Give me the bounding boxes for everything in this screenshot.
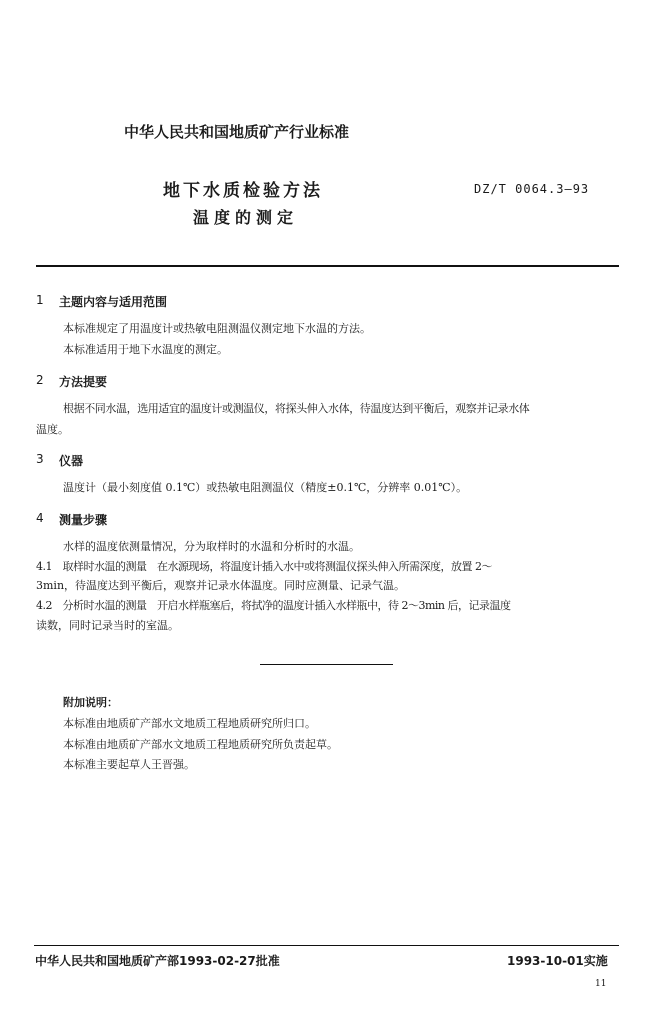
paragraph-line: 4.2 分析时水温的测量 开启水样瓶塞后，将拭净的温度计插入水样瓶中，待 2～3min 后，记录温度 xyxy=(36,599,511,612)
page-number: 11 xyxy=(595,979,607,989)
paragraph-line: 本标准适用于地下水温度的测定。 xyxy=(63,343,228,356)
appendix-line: 本标准由地质矿产部水文地质工程地质研究所归口。 xyxy=(63,717,316,730)
section-number: 3 xyxy=(36,452,44,466)
paragraph-line: 本标准规定了用温度计或热敏电阻测温仪测定地下水温的方法。 xyxy=(63,322,371,335)
paragraph-line: 3min，待温度达到平衡后，观察并记录水体温度。同时应测量、记录气温。 xyxy=(36,579,406,592)
issuer-title: 中华人民共和国地质矿产行业标准 xyxy=(124,123,350,141)
implementation-date: 1993-10-01实施 xyxy=(507,954,608,968)
appendix-line: 本标准主要起草人王晋强。 xyxy=(63,758,195,771)
section-number: 1 xyxy=(36,293,44,307)
paragraph-line: 根据不同水温，选用适宜的温度计或测温仪，将探头伸入水体，待温度达到平衡后，观察并记录水体 xyxy=(63,402,530,415)
paragraph-line: 水样的温度依测量情况，分为取样时的水温和分析时的水温。 xyxy=(63,540,360,553)
paragraph-line: 温度计（最小刻度值 0.1℃）或热敏电阻测温仪（精度±0.1℃，分辨率 0.01℃）。 xyxy=(63,481,468,494)
paragraph-line: 读数，同时记录当时的室温。 xyxy=(36,619,179,632)
approval-date: 中华人民共和国地质矿产部1993-02-27批准 xyxy=(35,954,280,968)
appendix-title: 附加说明： xyxy=(63,696,118,709)
standard-code: DZ/T 0064.3—93 xyxy=(474,182,590,196)
section-number: 4 xyxy=(36,511,44,525)
section-title: 主题内容与适用范围 xyxy=(59,295,168,309)
paragraph-line: 4.1 取样时水温的测量 在水源现场，将温度计插入水中或将测温仪探头伸入所需深度，放置 2～ xyxy=(36,560,492,573)
section-title: 仪器 xyxy=(59,454,84,468)
document-title: 地下水质检验方法 xyxy=(163,181,323,201)
section-number: 2 xyxy=(36,373,44,387)
header-divider xyxy=(36,265,619,267)
paragraph-line: 温度。 xyxy=(36,423,69,436)
section-end-divider xyxy=(260,664,393,665)
appendix-line: 本标准由地质矿产部水文地质工程地质研究所负责起草。 xyxy=(63,738,338,751)
footer-divider xyxy=(34,945,619,946)
section-title: 方法提要 xyxy=(59,375,108,389)
document-subtitle: 温度的测定 xyxy=(193,208,299,227)
section-title: 测量步骤 xyxy=(59,513,108,527)
